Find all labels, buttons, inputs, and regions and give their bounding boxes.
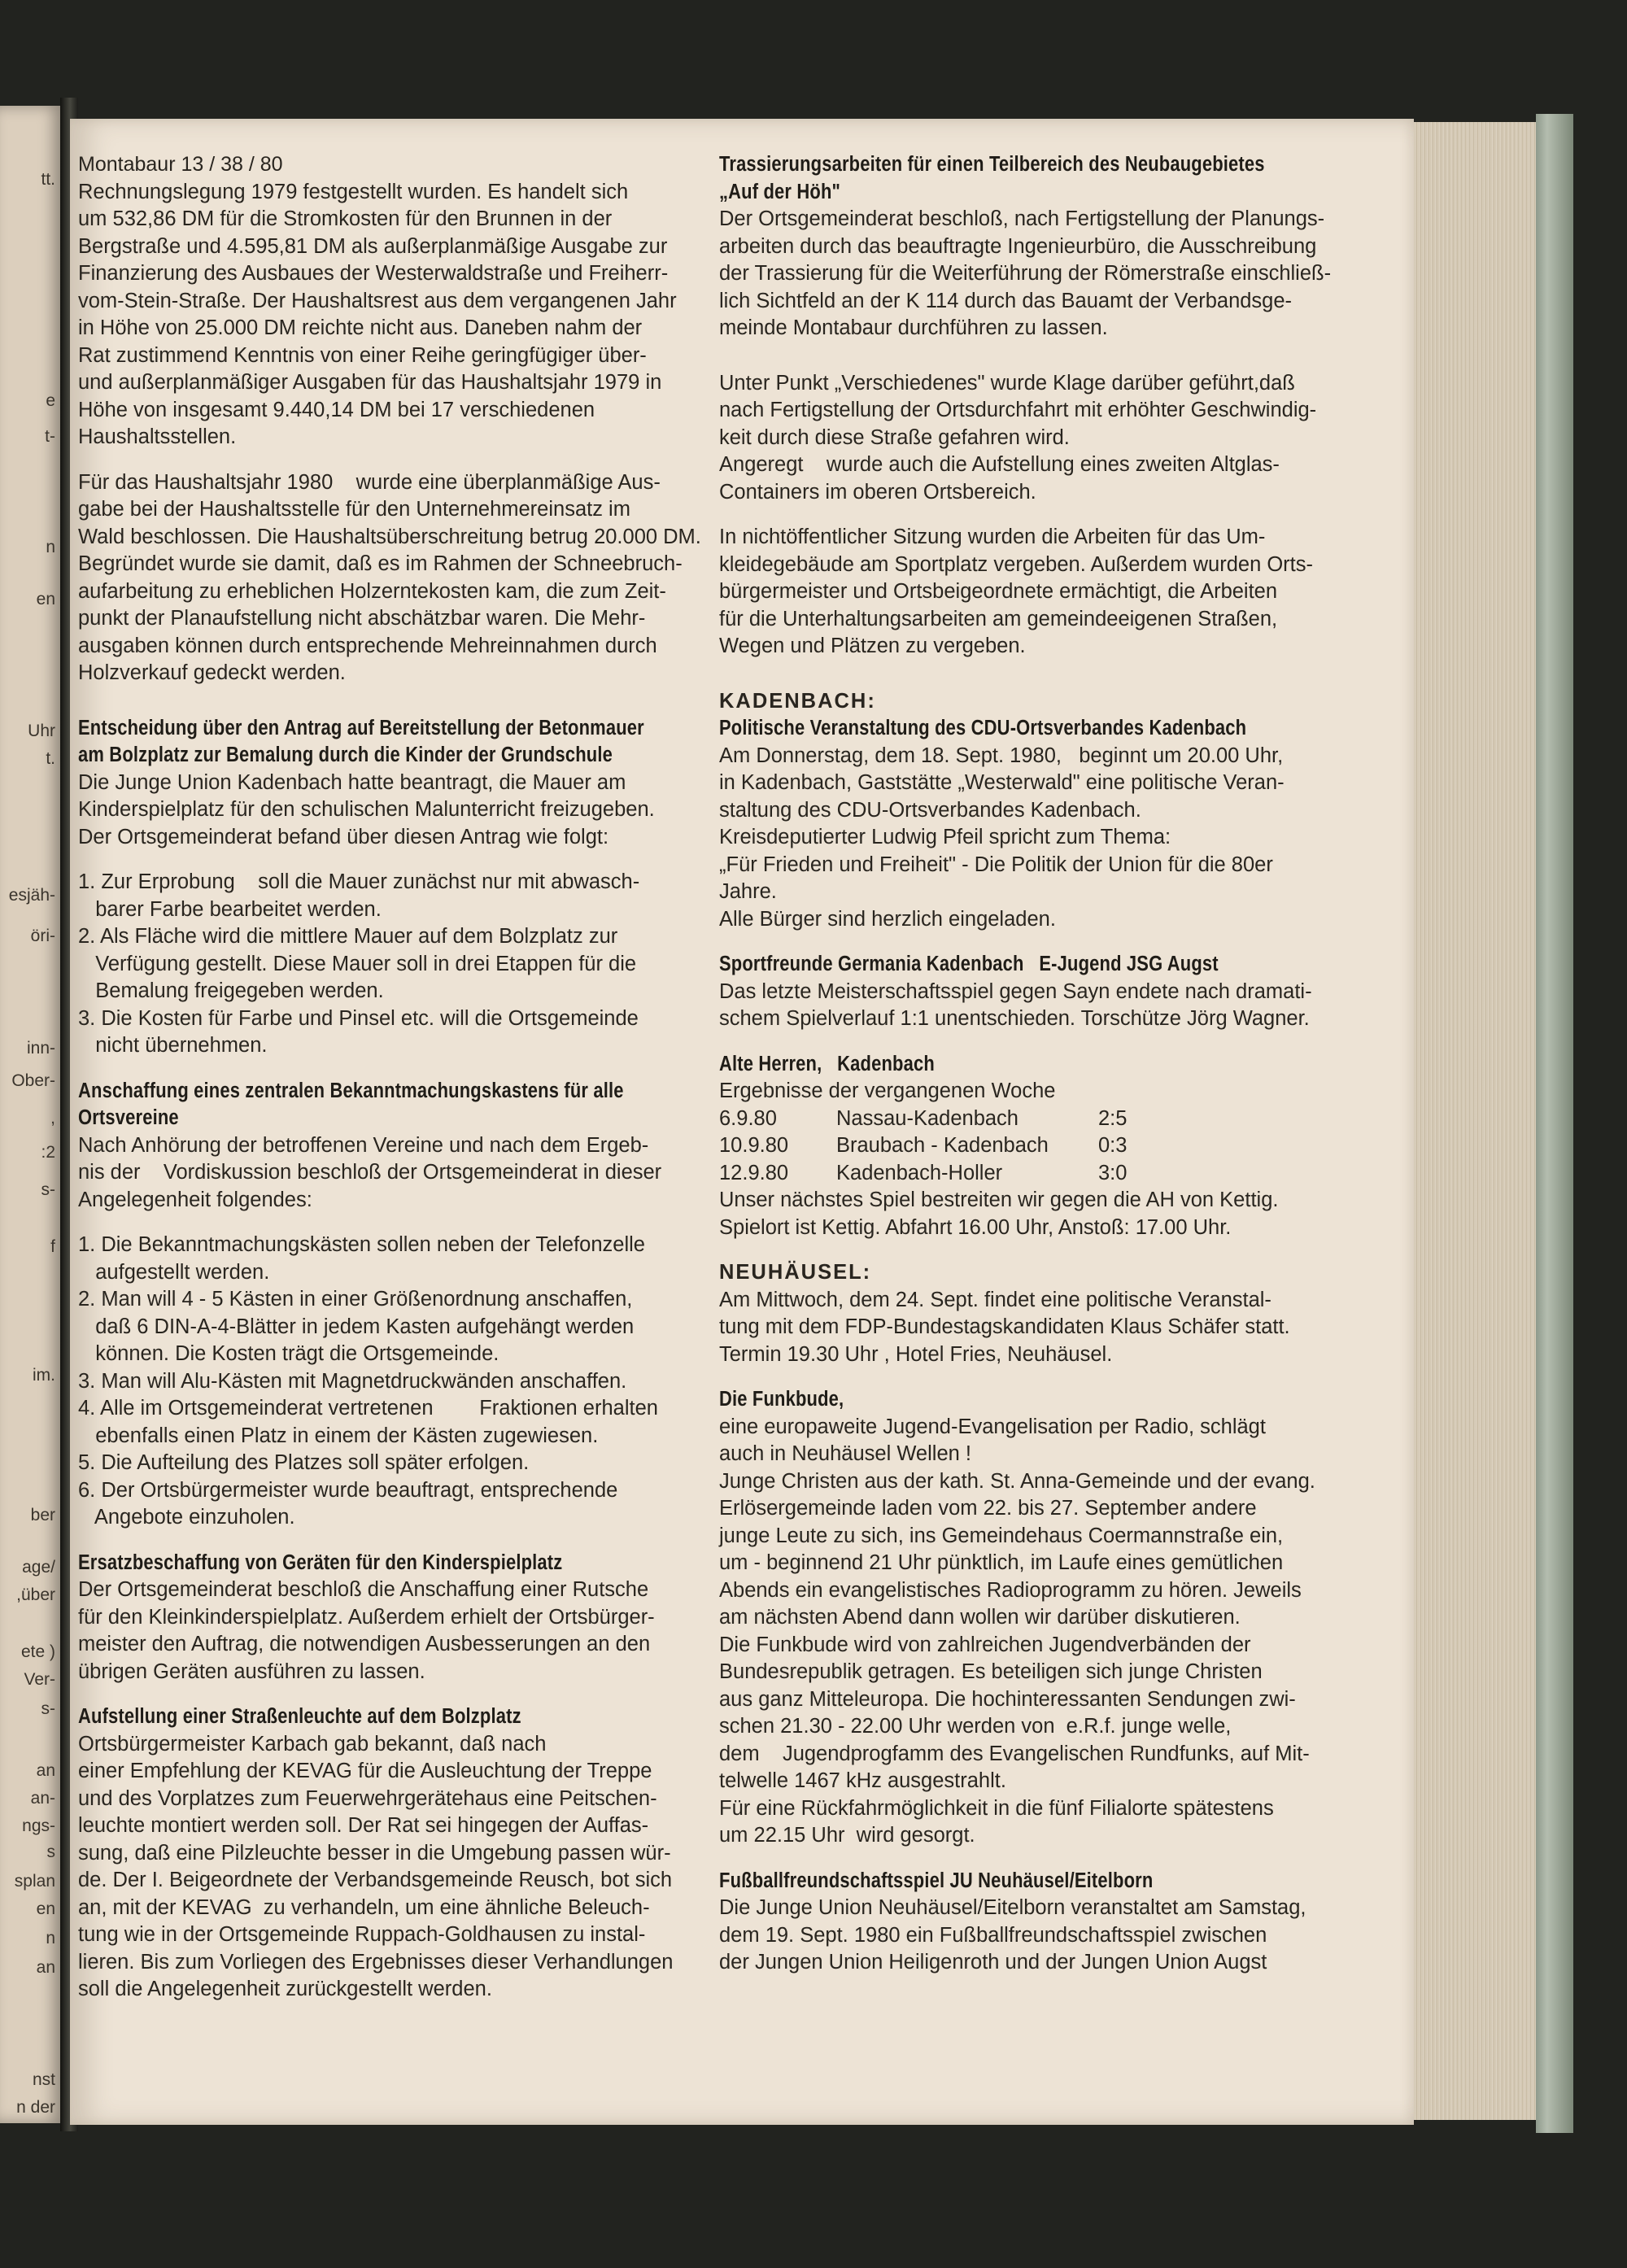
text-line: am nächsten Abend dann wollen wir darüber diskutieren. xyxy=(719,1606,1241,1629)
text-line: tung wie in der Ortsgemeinde Ruppach-Goldhausen zu instal- xyxy=(78,1923,646,1946)
left-edge-fragment: esjäh- xyxy=(8,886,55,905)
text-line: Montabaur 13 / 38 / 80 xyxy=(78,153,283,176)
left-edge-fragment: Ober- xyxy=(11,1071,55,1090)
paragraph xyxy=(719,1287,1370,1369)
text-line: kleidegebäude am Sportplatz vergeben. Außerdem wurden Orts- xyxy=(719,552,1313,576)
heading-line: Ersatzbeschaffung von Geräten für den Kinderspielplatz xyxy=(78,1551,563,1574)
text-line: Unser nächstes Spiel bestreiten wir gegen die AH von Kettig. xyxy=(719,1189,1279,1211)
spacer xyxy=(78,1060,704,1078)
result-date: 10.9.80 xyxy=(719,1134,789,1157)
list-line: 5. Die Aufteilung des Platzes soll später erfolgen. xyxy=(78,1451,530,1474)
text-line: Haushaltsstellen. xyxy=(78,425,237,448)
text-line: Begründet wurde sie damit, daß es im Rahmen der Schneebruch- xyxy=(78,552,683,575)
heading-line: Die Funkbude, xyxy=(719,1388,844,1411)
text-line: der Trassierung für die Weiterführung der Römerstraße einschließ- xyxy=(719,262,1332,285)
text-line: Unter Punkt „Verschiedenes" wurde Klage darüber geführt,daß xyxy=(719,371,1295,395)
section-heading xyxy=(719,151,1370,206)
results-row xyxy=(719,1106,1370,1133)
text-line: für die Unterhaltungsarbeiten am gemeindeeigenen Straßen, xyxy=(719,607,1278,630)
left-text-column xyxy=(78,151,704,2004)
list-line: Angebote einzuholen. xyxy=(78,1506,295,1529)
paragraph xyxy=(78,770,704,852)
text-line: um 532,86 DM für die Stromkosten für den Brunnen in der xyxy=(78,207,613,230)
text-line: soll die Angelegenheit zurückgestellt werden. xyxy=(78,1978,492,2000)
text-line: Jahre. xyxy=(719,880,777,903)
text-line: sung, daß eine Pilzleuchte besser in die Umgebung passen wür- xyxy=(78,1841,671,1865)
text-line: der Jungen Union Heiligenroth und der Jungen Union Augst xyxy=(719,1951,1267,1974)
left-edge-fragment: en xyxy=(36,1899,55,1918)
list-line: 4. Alle im Ortsgemeinderat vertretenen Fraktionen erhalten xyxy=(78,1397,658,1420)
spacer xyxy=(78,1214,704,1232)
list-line: nicht übernehmen. xyxy=(78,1034,268,1057)
results-row xyxy=(719,1160,1370,1188)
text-line: Angelegenheit folgendes: xyxy=(78,1188,312,1211)
left-edge-fragment: ete ) xyxy=(20,1642,55,1661)
list-line: 1. Zur Erprobung soll die Mauer zunächst nur mit abwasch- xyxy=(78,870,640,893)
list-line: daß 6 DIN-A-4-Blätter in jedem Kasten aufgehängt werden xyxy=(78,1315,635,1338)
spacer xyxy=(719,1368,1370,1386)
heading-line: Politische Veranstaltung des CDU-Ortsverbandes Kadenbach xyxy=(719,717,1247,739)
left-edge-fragment: öri- xyxy=(30,927,55,945)
spacer xyxy=(719,1033,1370,1051)
text-line: Alle Bürger sind herzlich eingeladen. xyxy=(719,907,1056,931)
left-edge-fragment: an- xyxy=(30,1789,55,1808)
text-line: Abends ein evangelistisches Radioprogramm zu hören. Jeweils xyxy=(719,1578,1302,1602)
list-line: aufgestellt werden. xyxy=(78,1260,270,1284)
heading-line: am Bolzplatz zur Bemalung durch die Kinder der Grundschule xyxy=(78,744,613,766)
text-line: gabe bei der Haushaltsstelle für den Unternehmereinsatz im xyxy=(78,498,630,521)
numbered-list xyxy=(78,1232,704,1532)
text-line: bürgermeister und Ortsbeigeordnete ermächtigt, die Arbeiten xyxy=(719,580,1278,603)
paragraph xyxy=(78,1132,704,1215)
paragraph xyxy=(719,1187,1370,1241)
section-heading xyxy=(78,1550,704,1577)
heading-line: Trassierungsarbeiten für einen Teilbereich des Neubaugebietes xyxy=(719,153,1265,176)
text-line: schem Spielverlauf 1:1 unentschieden. Torschütze Jörg Wagner. xyxy=(719,1007,1310,1030)
left-edge-fragment: n xyxy=(46,538,55,556)
text-line: um - beginnend 21 Uhr pünktlich, im Laufe eines gemütlichen xyxy=(719,1551,1284,1574)
text-line: ausgaben können durch entsprechende Mehreinnahmen durch xyxy=(78,634,657,657)
section-heading xyxy=(719,1868,1370,1895)
left-edge-fragment: e xyxy=(46,391,55,410)
heading-line: Alte Herren, Kadenbach xyxy=(719,1052,935,1075)
text-line: um 22.15 Uhr wird gesorgt. xyxy=(719,1824,975,1847)
text-line: in Kadenbach, Gaststätte „Westerwald" eine politische Veran- xyxy=(719,771,1285,794)
left-edge-fragment: n der xyxy=(16,2098,55,2117)
text-line: telwelle 1467 kHz ausgestrahlt. xyxy=(719,1769,1006,1792)
text-line: für den Kleinkinderspielplatz. Außerdem erhielt der Ortsbürger- xyxy=(78,1605,655,1629)
text-line: „Für Frieden und Freiheit" - Die Politik der Union für die 80er xyxy=(719,853,1273,876)
left-edge-fragment: Ver- xyxy=(24,1670,55,1689)
list-line: 1. Die Bekanntmachungskästen sollen neben der Telefonzelle xyxy=(78,1233,645,1256)
book-cover-edge xyxy=(1536,114,1573,2133)
spacer xyxy=(719,1241,1370,1259)
section-heading xyxy=(719,715,1370,743)
left-edge-fragment: Uhr xyxy=(28,722,55,740)
text-line: Wald beschlossen. Die Haushaltsüberschreitung betrug 20.000 DM. xyxy=(78,525,701,548)
spacer xyxy=(719,506,1370,524)
left-edge-fragment: an xyxy=(36,1958,55,1977)
text-line: an, mit der KEVAG zu verhandeln, um eine ähnliche Beleuch- xyxy=(78,1895,650,1919)
text-line: arbeiten durch das beauftragte Ingenieurbüro, die Ausschreibung xyxy=(719,234,1317,258)
paragraph xyxy=(719,524,1370,661)
result-match: Nassau-Kadenbach xyxy=(836,1106,1019,1130)
page-stack-edges xyxy=(1414,122,1536,2120)
spacer xyxy=(78,1686,704,1703)
list-line: 6. Der Ortsbürgermeister wurde beauftragt, entsprechende xyxy=(78,1478,618,1502)
text-line: Das letzte Meisterschaftsspiel gegen Sayn endete nach dramati- xyxy=(719,979,1312,1003)
section-heading xyxy=(78,1078,704,1132)
left-edge-fragment: im. xyxy=(33,1366,55,1385)
spacer xyxy=(719,933,1370,951)
left-edge-fragment: s xyxy=(46,1843,55,1861)
numbered-list xyxy=(78,869,704,1060)
text-line: junge Leute zu sich, ins Gemeindehaus Coermannstraße ein, xyxy=(719,1524,1284,1547)
left-edge-fragment: :2 xyxy=(41,1143,55,1162)
left-edge-fragment: ber xyxy=(30,1506,55,1524)
results-row xyxy=(719,1132,1370,1160)
left-edge-fragment: ngs- xyxy=(22,1817,55,1835)
list-line: 3. Die Kosten für Farbe und Pinsel etc. will die Ortsgemeinde xyxy=(78,1006,639,1030)
text-line: Ortsbürgermeister Karbach gab bekannt, daß nach xyxy=(78,1732,547,1756)
spacer xyxy=(719,342,1370,370)
spacer xyxy=(78,687,704,715)
section-heading xyxy=(719,1386,1370,1414)
result-date: 6.9.80 xyxy=(719,1106,777,1130)
text-line: Termin 19.30 Uhr , Hotel Fries, Neuhäusel. xyxy=(719,1342,1113,1366)
paragraph xyxy=(719,1414,1370,1850)
text-line: Wegen und Plätzen zu vergeben. xyxy=(719,635,1026,657)
paragraph xyxy=(719,979,1370,1033)
text-line: Am Donnerstag, dem 18. Sept. 1980, beginnt um 20.00 Uhr, xyxy=(719,744,1284,767)
list-line: Bemalung freigegeben werden. xyxy=(78,979,384,1002)
heading-line: Fußballfreundschaftsspiel JU Neuhäusel/Eitelborn xyxy=(719,1869,1154,1892)
section-heading xyxy=(719,1051,1370,1079)
left-edge-fragment: en xyxy=(36,590,55,608)
paragraph xyxy=(719,1078,1370,1106)
text-line: dem 19. Sept. 1980 ein Fußballfreundschaftsspiel zwischen xyxy=(719,1923,1267,1947)
text-line: Der Ortsgemeinderat beschloß, nach Fertigstellung der Planungs- xyxy=(719,207,1325,230)
text-line: Der Ortsgemeinderat befand über diesen Antrag wie folgt: xyxy=(78,825,609,848)
paragraph xyxy=(78,151,704,179)
text-line: Angeregt wurde auch die Aufstellung eines zweiten Altglas- xyxy=(719,453,1280,476)
text-line: Junge Christen aus der kath. St. Anna-Gemeinde und der evang. xyxy=(719,1469,1315,1493)
section-heading xyxy=(719,951,1370,979)
text-line: aufarbeitung zu erheblichen Holzerntekosten kam, die zum Zeit- xyxy=(78,579,666,603)
left-edge-fragment: f xyxy=(50,1237,55,1256)
text-line: staltung des CDU-Ortsverbandes Kadenbach. xyxy=(719,798,1141,822)
left-edge-fragment: s- xyxy=(41,1180,55,1199)
left-edge-fragment: splan xyxy=(14,1872,55,1891)
text-line: Spielort ist Kettig. Abfahrt 16.00 Uhr, Anstoß: 17.00 Uhr. xyxy=(719,1215,1232,1239)
text-line: Finanzierung des Ausbaues der Westerwaldstraße und Freiherr- xyxy=(78,262,669,285)
spacer xyxy=(719,1850,1370,1868)
text-line: NEUHÄUSEL: xyxy=(719,1261,872,1284)
left-edge-fragment: ,über xyxy=(16,1585,55,1604)
paragraph xyxy=(719,743,1370,934)
result-score: 3:0 xyxy=(1098,1161,1128,1184)
section-heading xyxy=(78,715,704,770)
left-edge-fragment: n xyxy=(46,1929,55,1947)
heading-line: Anschaffung eines zentralen Bekanntmachungskastens für alle xyxy=(78,1079,624,1102)
left-page-edge xyxy=(0,106,62,2123)
list-line: 2. Man will 4 - 5 Kästen in einer Größenordnung anschaffen, xyxy=(78,1288,633,1311)
result-date: 12.9.80 xyxy=(719,1161,789,1184)
text-line: Kreisdeputierter Ludwig Pfeil spricht zum Thema: xyxy=(719,826,1171,848)
result-score: 2:5 xyxy=(1098,1106,1128,1130)
text-line: Bergstraße und 4.595,81 DM als außerplanmäßige Ausgabe zur xyxy=(78,234,668,258)
text-line: und außerplanmäßiger Ausgaben für das Haushaltsjahr 1979 in xyxy=(78,371,662,394)
text-line: de. Der I. Beigeordnete der Verbandsgemeinde Reusch, bot sich xyxy=(78,1869,673,1891)
text-line: eine europaweite Jugend-Evangelisation per Radio, schlägt xyxy=(719,1415,1266,1438)
text-line: meister den Auftrag, die notwendigen Ausbesserungen an den xyxy=(78,1633,651,1655)
text-line: punkt der Planaufstellung nicht abschätzbar waren. Die Mehr- xyxy=(78,607,646,630)
text-line: leuchte montiert werden soll. Der Rat sei hingegen der Auffas- xyxy=(78,1814,649,1837)
place-heading xyxy=(719,688,1370,716)
result-match: Braubach - Kadenbach xyxy=(836,1134,1049,1157)
result-score: 0:3 xyxy=(1098,1134,1128,1157)
text-line: Am Mittwoch, dem 24. Sept. findet eine politische Veranstal- xyxy=(719,1288,1272,1311)
paragraph xyxy=(719,370,1370,507)
place-heading xyxy=(719,1259,1370,1287)
spacer xyxy=(78,851,704,869)
text-line: in Höhe von 25.000 DM reichte nicht aus. Daneben nahm der xyxy=(78,316,643,339)
right-text-column xyxy=(719,151,1370,1977)
list-line: ebenfalls einen Platz in einem der Kästen zugewiesen. xyxy=(78,1424,599,1447)
paragraph xyxy=(78,1577,704,1686)
text-line: Erlösergemeinde laden vom 22. bis 27. September andere xyxy=(719,1497,1257,1520)
text-line: lieren. Bis zum Vorliegen des Ergebnisses dieser Verhandlungen xyxy=(78,1950,674,1974)
paragraph xyxy=(78,469,704,687)
result-match: Kadenbach-Holler xyxy=(836,1161,1003,1184)
left-edge-fragment: an xyxy=(36,1761,55,1780)
text-line: Containers im oberen Ortsbereich. xyxy=(719,480,1036,504)
left-edge-fragment: , xyxy=(50,1109,55,1127)
text-line: Höhe von insgesamt 9.440,14 DM bei 17 verschiedenen xyxy=(78,398,595,421)
text-line: Die Funkbude wird von zahlreichen Jugendverbänden der xyxy=(719,1633,1251,1656)
text-line: In nichtöffentlicher Sitzung wurden die Arbeiten für das Um- xyxy=(719,526,1266,548)
text-line: Die Junge Union Kadenbach hatte beantragt, die Mauer am xyxy=(78,770,626,794)
text-line: einer Empfehlung der KEVAG für die Ausleuchtung der Treppe xyxy=(78,1760,652,1782)
heading-line: Sportfreunde Germania Kadenbach E-Jugend JSG Augst xyxy=(719,953,1219,975)
text-line: Der Ortsgemeinderat beschloß die Anschaffung einer Rutsche xyxy=(78,1578,649,1601)
text-line: Rechnungslegung 1979 festgestellt wurden. Es handelt sich xyxy=(78,180,629,203)
text-line: schen 21.30 - 22.00 Uhr werden von e.R.f. junge welle, xyxy=(719,1715,1232,1738)
text-line: Bundesrepublik getragen. Es beteiligen sich junge Christen xyxy=(719,1660,1263,1683)
spacer xyxy=(78,451,704,469)
left-edge-fragment: tt. xyxy=(41,170,55,189)
text-line: nach Fertigstellung der Ortsdurchfahrt mit erhöhter Geschwindig- xyxy=(719,399,1317,421)
section-heading xyxy=(78,1703,704,1731)
text-line: aus ganz Mitteleuropa. Die hochinteressanten Sendungen zwi- xyxy=(719,1687,1296,1711)
text-line: Kinderspielplatz für den schulischen Malunterricht freizugeben. xyxy=(78,798,655,821)
text-line: meinde Montabaur durchführen zu lassen. xyxy=(719,316,1108,339)
list-line: 3. Man will Alu-Kästen mit Magnetdruckwänden anschaffen. xyxy=(78,1369,627,1393)
paragraph xyxy=(78,1731,704,2004)
spacer xyxy=(719,661,1370,688)
left-edge-fragment: inn- xyxy=(26,1039,55,1058)
paragraph xyxy=(719,206,1370,342)
text-line: nis der Vordiskussion beschloß der Ortsgemeinderat in dieser xyxy=(78,1161,662,1184)
left-edge-fragment: t- xyxy=(45,427,55,446)
text-line: dem Jugendprogfamm des Evangelischen Rundfunks, auf Mit- xyxy=(719,1742,1310,1765)
text-line: Für das Haushaltsjahr 1980 wurde eine überplanmäßige Aus- xyxy=(78,470,661,494)
paragraph xyxy=(78,179,704,451)
text-line: Die Junge Union Neuhäusel/Eitelborn veranstaltet am Samstag, xyxy=(719,1896,1306,1919)
text-line: Holzverkauf gedeckt werden. xyxy=(78,661,346,684)
text-line: auch in Neuhäusel Wellen ! xyxy=(719,1442,971,1465)
heading-line: „Auf der Höh" xyxy=(719,180,841,203)
left-edge-fragment: age/ xyxy=(22,1558,55,1577)
text-line: Rat zustimmend Kenntnis von einer Reihe geringfügiger über- xyxy=(78,343,647,367)
list-line: barer Farbe bearbeitet werden. xyxy=(78,897,382,921)
text-line: Nach Anhörung der betroffenen Vereine und nach dem Ergeb- xyxy=(78,1133,649,1157)
text-line: keit durch diese Straße gefahren wird. xyxy=(719,425,1070,449)
left-page-text-fragments xyxy=(0,106,59,2123)
heading-line: Entscheidung über den Antrag auf Bereitstellung der Betonmauer xyxy=(78,716,644,739)
text-line: tung mit dem FDP-Bundestagskandidaten Klaus Schäfer statt. xyxy=(719,1315,1290,1338)
spacer xyxy=(78,1532,704,1550)
text-line: Für eine Rückfahrmöglichkeit in die fünf Filialorte spätestens xyxy=(719,1796,1274,1820)
text-line: übrigen Geräten ausführen zu lassen. xyxy=(78,1660,425,1683)
left-edge-fragment: s- xyxy=(41,1699,55,1718)
heading-line: Ortsvereine xyxy=(78,1106,179,1129)
left-edge-fragment: nst xyxy=(32,2070,55,2089)
list-line: 2. Als Fläche wird die mittlere Mauer auf dem Bolzplatz zur xyxy=(78,925,618,948)
text-line: Ergebnisse der vergangenen Woche xyxy=(719,1079,1056,1102)
text-line: KADENBACH: xyxy=(719,689,876,713)
results-table xyxy=(719,1106,1370,1188)
paragraph xyxy=(719,1895,1370,1977)
text-line: vom-Stein-Straße. Der Haushaltsrest aus dem vergangenen Jahr xyxy=(78,289,677,312)
text-line: und des Vorplatzes zum Feuerwehrgerätehaus eine Peitschen- xyxy=(78,1786,657,1810)
list-line: können. Die Kosten trägt die Ortsgemeinde. xyxy=(78,1342,499,1365)
text-line: lich Sichtfeld an der K 114 durch das Bauamt der Verbandsge- xyxy=(719,289,1293,312)
list-line: Verfügung gestellt. Diese Mauer soll in drei Etappen für die xyxy=(78,952,637,975)
left-edge-fragment: t. xyxy=(46,749,55,768)
heading-line: Aufstellung einer Straßenleuchte auf dem Bolzplatz xyxy=(78,1705,521,1728)
